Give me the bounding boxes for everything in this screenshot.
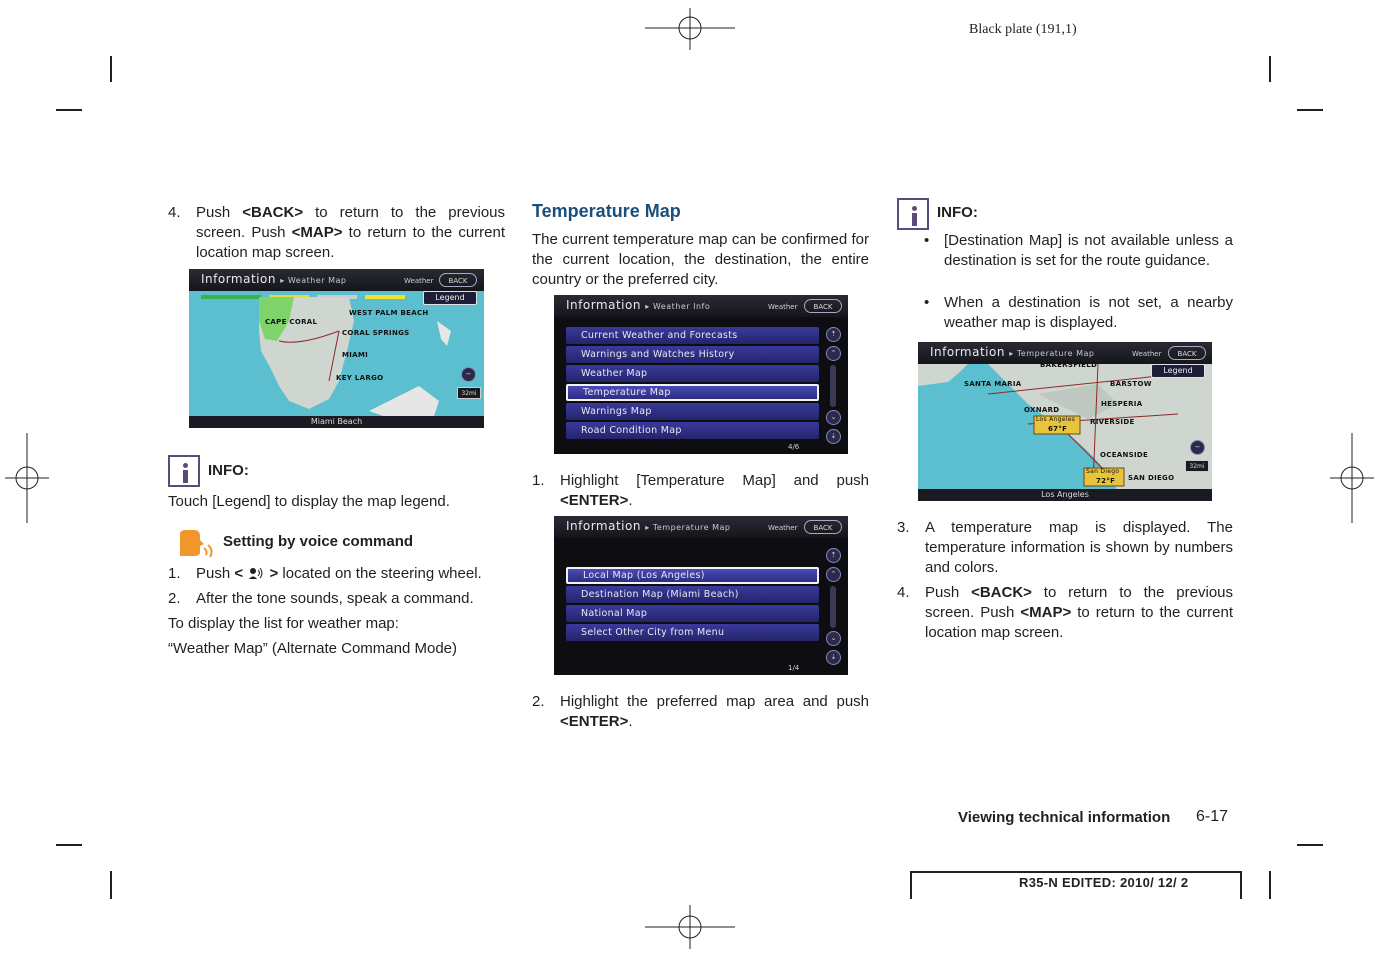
voice-line-1: To display the list for weather map: xyxy=(168,615,399,632)
page-indicator: 4/6 xyxy=(788,443,800,451)
map-city-label: BARSTOW xyxy=(1110,380,1152,388)
map-city-label: MIAMI xyxy=(342,351,369,359)
voice-command-icon xyxy=(178,528,216,558)
page-indicator: 1/4 xyxy=(788,664,800,672)
map-city-label: SANTA MARIA xyxy=(964,380,1022,388)
page-number: 6-17 xyxy=(1196,808,1229,825)
voice-line-2: “Weather Map” (Alternate Command Mode) xyxy=(168,640,457,657)
section-heading: Temperature Map xyxy=(532,201,681,221)
map-location-bar: Miami Beach xyxy=(189,416,484,428)
menu-item-temperature-map[interactable]: Temperature Map xyxy=(566,384,819,401)
scroll-bottom-button[interactable]: ⇣ xyxy=(826,429,841,444)
back-button[interactable]: BACK xyxy=(439,273,477,287)
enter-key-label: <ENTER> xyxy=(560,712,629,730)
temperature-map-screen: Information ▸ Temperature Map Weather BACK BAKERSFIELD SANTA MARIA BARSTOW HESPERIA OXNARD RIVERSIDE OCEANSIDE SAN DIEGO Los Angeles 67°F San Diego 72°F Legend − 32mi Los Angeles xyxy=(918,342,1212,501)
map-city-label: CORAL SPRINGS xyxy=(342,329,410,337)
temp-value: 72°F xyxy=(1096,477,1116,485)
info-text: Touch [Legend] to display the map legend. xyxy=(168,493,450,510)
temp-value: 67°F xyxy=(1048,425,1068,433)
zoom-out-button[interactable]: − xyxy=(1190,440,1205,455)
map-city-label: WEST PALM BEACH xyxy=(349,309,429,317)
back-key-label: <BACK> xyxy=(242,204,304,221)
registration-mark-left xyxy=(5,433,49,523)
map-city-label: OXNARD xyxy=(1024,406,1060,414)
legend-button[interactable]: Legend xyxy=(423,291,477,305)
map-city-label: OCEANSIDE xyxy=(1100,451,1149,459)
scroll-up-button[interactable]: ⌃ xyxy=(826,567,841,582)
temperature-map-menu-screen: Information ▸ Temperature Map Weather BACK Local Map (Los Angeles) Destination Map (Miami Beach) National Map Select Other City from Menu ⇡ ⌃ ⌄ ⇣ 1/4 xyxy=(554,516,848,675)
edited-stamp: R35-N EDITED: 2010/ 12/ 2 xyxy=(1019,875,1189,890)
voice-step-2: 2. After the tone sounds, speak a command. xyxy=(168,590,474,607)
menu-item-local-map[interactable]: Local Map (Los Angeles) xyxy=(566,567,819,584)
map-key-label: <MAP> xyxy=(1020,603,1072,621)
weather-map-screen: Information ▸ Weather Map Weather BACK CAPE CORAL WEST PALM BEACH CORAL SPRINGS MIAMI KEY LARGO Legend 32mi − Miami Beach xyxy=(189,269,484,428)
weather-info-menu-screen: Information ▸ Weather Info Weather BACK Current Weather and Forecasts Warnings and Watches History Weather Map Temperature Map Warnings Map Road Condition Map ⇡ ⌃ ⌄ ⇣ 4/6 xyxy=(554,295,848,454)
registration-mark-bottom xyxy=(645,905,735,949)
map-city-label: HESPERIA xyxy=(1101,400,1143,408)
menu-item-road-condition[interactable]: Road Condition Map xyxy=(566,422,819,439)
info-icon xyxy=(168,455,200,487)
map-city-label: KEY LARGO xyxy=(336,374,384,382)
info-label: INFO: xyxy=(208,462,249,479)
legend-button[interactable]: Legend xyxy=(1151,364,1205,378)
menu-item-warnings-map[interactable]: Warnings Map xyxy=(566,403,819,420)
temp-city-label: San Diego xyxy=(1086,468,1120,475)
map-city-label: BAKERSFIELD xyxy=(1040,361,1098,369)
talk-switch-icon xyxy=(247,566,265,580)
col2-step-2: 2. Highlight the preferred map area and push <ENTER>. xyxy=(532,693,869,730)
scrollbar[interactable] xyxy=(830,365,836,407)
map-city-label: SAN DIEGO xyxy=(1128,474,1175,482)
map-location-bar: Los Angeles xyxy=(918,489,1212,501)
col2-step-1: 1. Highlight [Temperature Map] and push <ENTER>. xyxy=(532,472,869,509)
map-city-label: RIVERSIDE xyxy=(1090,418,1135,426)
col3-step-3: 3. A temperature map is displayed. The temperature information is shown by numbers and colors. xyxy=(897,519,1233,576)
registration-mark-top xyxy=(645,8,735,50)
info-bullet-1: • [Destination Map] is not available unless a destination is set for the route guidance. xyxy=(924,232,1233,269)
registration-mark-right xyxy=(1330,433,1374,523)
menu-item-select-city[interactable]: Select Other City from Menu xyxy=(566,624,819,641)
voice-step-1: 1. Push < > located on the steering wheel. xyxy=(168,565,482,582)
menu-item-warnings-history[interactable]: Warnings and Watches History xyxy=(566,346,819,363)
map-city-label: CAPE CORAL xyxy=(265,318,318,326)
zoom-out-button[interactable]: − xyxy=(461,367,476,382)
scroll-down-button[interactable]: ⌄ xyxy=(826,410,841,425)
scroll-top-button[interactable]: ⇡ xyxy=(826,327,841,342)
info-label: INFO: xyxy=(937,204,978,221)
voice-command-heading: Setting by voice command xyxy=(223,533,414,550)
menu-item-current-weather[interactable]: Current Weather and Forecasts xyxy=(566,327,819,344)
menu-item-national-map[interactable]: National Map xyxy=(566,605,819,622)
scroll-up-button[interactable]: ⌃ xyxy=(826,346,841,361)
back-button[interactable]: BACK xyxy=(804,299,842,313)
temp-city-label: Los Angeles xyxy=(1036,416,1076,423)
back-button[interactable]: BACK xyxy=(804,520,842,534)
col3-step-4: 4. Push <BACK> to return to the previous screen. Push <MAP> to return to the current location map screen. xyxy=(897,584,1234,641)
scroll-top-button[interactable]: ⇡ xyxy=(826,548,841,563)
col1-step-4: 4. Push <BACK> to return to the previous screen. Push <MAP> to return to the current location map screen. xyxy=(168,204,506,261)
map-area xyxy=(189,291,484,418)
scrollbar[interactable] xyxy=(830,586,836,628)
enter-key-label: <ENTER> xyxy=(560,491,629,509)
scroll-bottom-button[interactable]: ⇣ xyxy=(826,650,841,665)
menu-item-weather-map[interactable]: Weather Map xyxy=(566,365,819,382)
menu-item-destination-map[interactable]: Destination Map (Miami Beach) xyxy=(566,586,819,603)
map-area xyxy=(918,361,1212,491)
back-key-label: <BACK> xyxy=(971,584,1032,601)
info-icon xyxy=(897,198,929,230)
footer-section-title: Viewing technical information xyxy=(958,809,1171,826)
plate-label: Black plate (191,1) xyxy=(969,22,1077,37)
section-intro: The current temperature map can be confirmed for the current location, the destination, the entire country or the preferred city. xyxy=(532,231,869,288)
info-bullet-2: • When a destination is not set, a nearby weather map is displayed. xyxy=(924,294,1233,331)
map-key-label: <MAP> xyxy=(291,223,343,241)
zoom-scale[interactable]: 32mi xyxy=(1185,460,1209,472)
scroll-down-button[interactable]: ⌄ xyxy=(826,631,841,646)
back-button[interactable]: BACK xyxy=(1168,346,1206,360)
zoom-scale[interactable]: 32mi xyxy=(457,387,481,399)
